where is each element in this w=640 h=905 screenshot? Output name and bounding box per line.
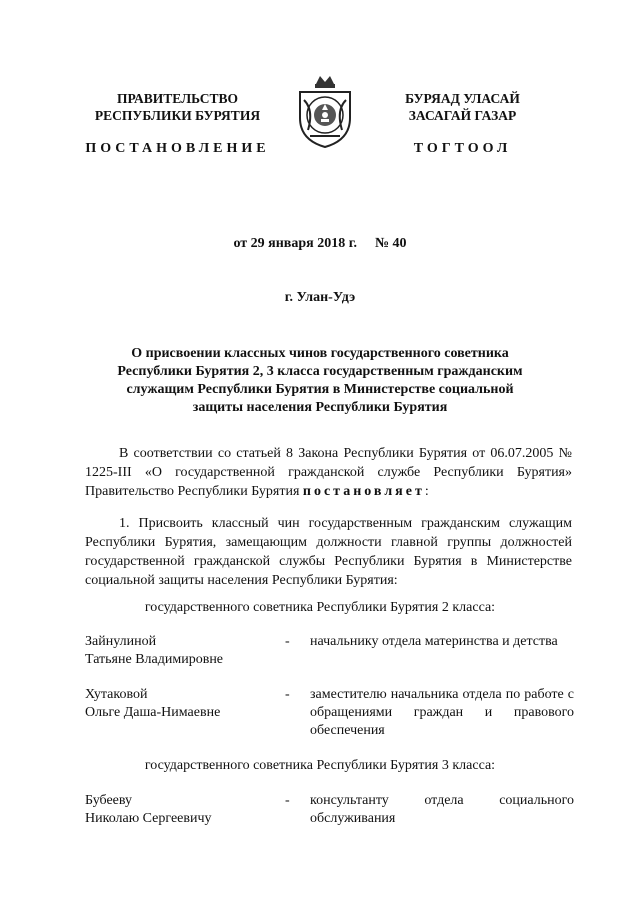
person-given: Николаю Сергеевичу [85, 811, 212, 826]
doc-city: г. Улан-Удэ [284, 290, 356, 305]
doc-number: № 40 [374, 236, 407, 251]
intro-text: В соответствии со статьей 8 Закона Республики Бурятия от 06.07.2005 № 1225-III «О государственной гражданской службе Республики Бурятия» Правительство Республики Бурятия [85, 446, 572, 499]
person-surname: Зайнулиной [85, 634, 157, 649]
person-surname: Бубееву [85, 793, 133, 808]
issuer-ru [60, 90, 295, 124]
row-dash: - [285, 634, 290, 649]
doc-kind-ru: ПОСТАНОВЛЕНИЕ [85, 141, 270, 156]
coat-of-arms-icon [294, 70, 356, 150]
group-heading: государственного советника Республики Бурятия 3 класса: [144, 758, 496, 773]
item-1-text: 1. Присвоить классный чин государственным гражданским служащим Республики Бурятия, замещающим должности главной группы должностей государственной гражданской службы Республики Бурятия в Министерстве социальной защиты населения Республики Бурятия: [85, 516, 572, 588]
group-heading: государственного советника Республики Бурятия 2 класса: [144, 600, 496, 615]
person-position: консультанту отдела социального обслуживания [310, 793, 574, 826]
person-position: начальнику отдела материнства и детства [310, 634, 558, 649]
intro-paragraph [85, 444, 572, 501]
issuer-bua-line1: БУРЯАД УЛАСАЙ [405, 91, 520, 106]
person-given: Ольге Даша-Нимаевне [85, 705, 221, 720]
title-line: Республики Бурятия 2, 3 класса государственным гражданским [117, 364, 523, 379]
date-number-line [0, 236, 640, 252]
row-dash: - [285, 687, 290, 702]
issuer-ru-line2: РЕСПУБЛИКИ БУРЯТИЯ [94, 108, 261, 123]
issuer-bua-line2: ЗАСАГАЙ ГАЗАР [408, 108, 517, 123]
person-name [85, 792, 275, 828]
title-line: служащим Республики Бурятия в Министерстве социальной [126, 382, 514, 397]
intro-decree-word: постановляет [302, 484, 425, 499]
item-1-paragraph [85, 514, 572, 590]
issuer-ru-line1: ПРАВИТЕЛЬСТВО [116, 91, 238, 106]
person-position: заместителю начальника отдела по работе с обращениями граждан и правового обеспечения [310, 687, 574, 738]
title-line: О присвоении классных чинов государственного советника [131, 346, 509, 361]
doc-kind-bua: ТОГТООЛ [413, 141, 512, 156]
doc-date: от 29 января 2018 г. [233, 236, 357, 251]
doc-title [80, 345, 560, 417]
person-name [85, 686, 275, 722]
person-surname: Хутаковой [85, 687, 148, 702]
intro-end: : [424, 484, 429, 499]
person-given: Татьяне Владимировне [85, 652, 224, 667]
row-dash: - [285, 793, 290, 808]
issuer-bua [355, 90, 570, 124]
title-line: защиты населения Республики Бурятия [192, 400, 448, 415]
person-name [85, 633, 275, 669]
